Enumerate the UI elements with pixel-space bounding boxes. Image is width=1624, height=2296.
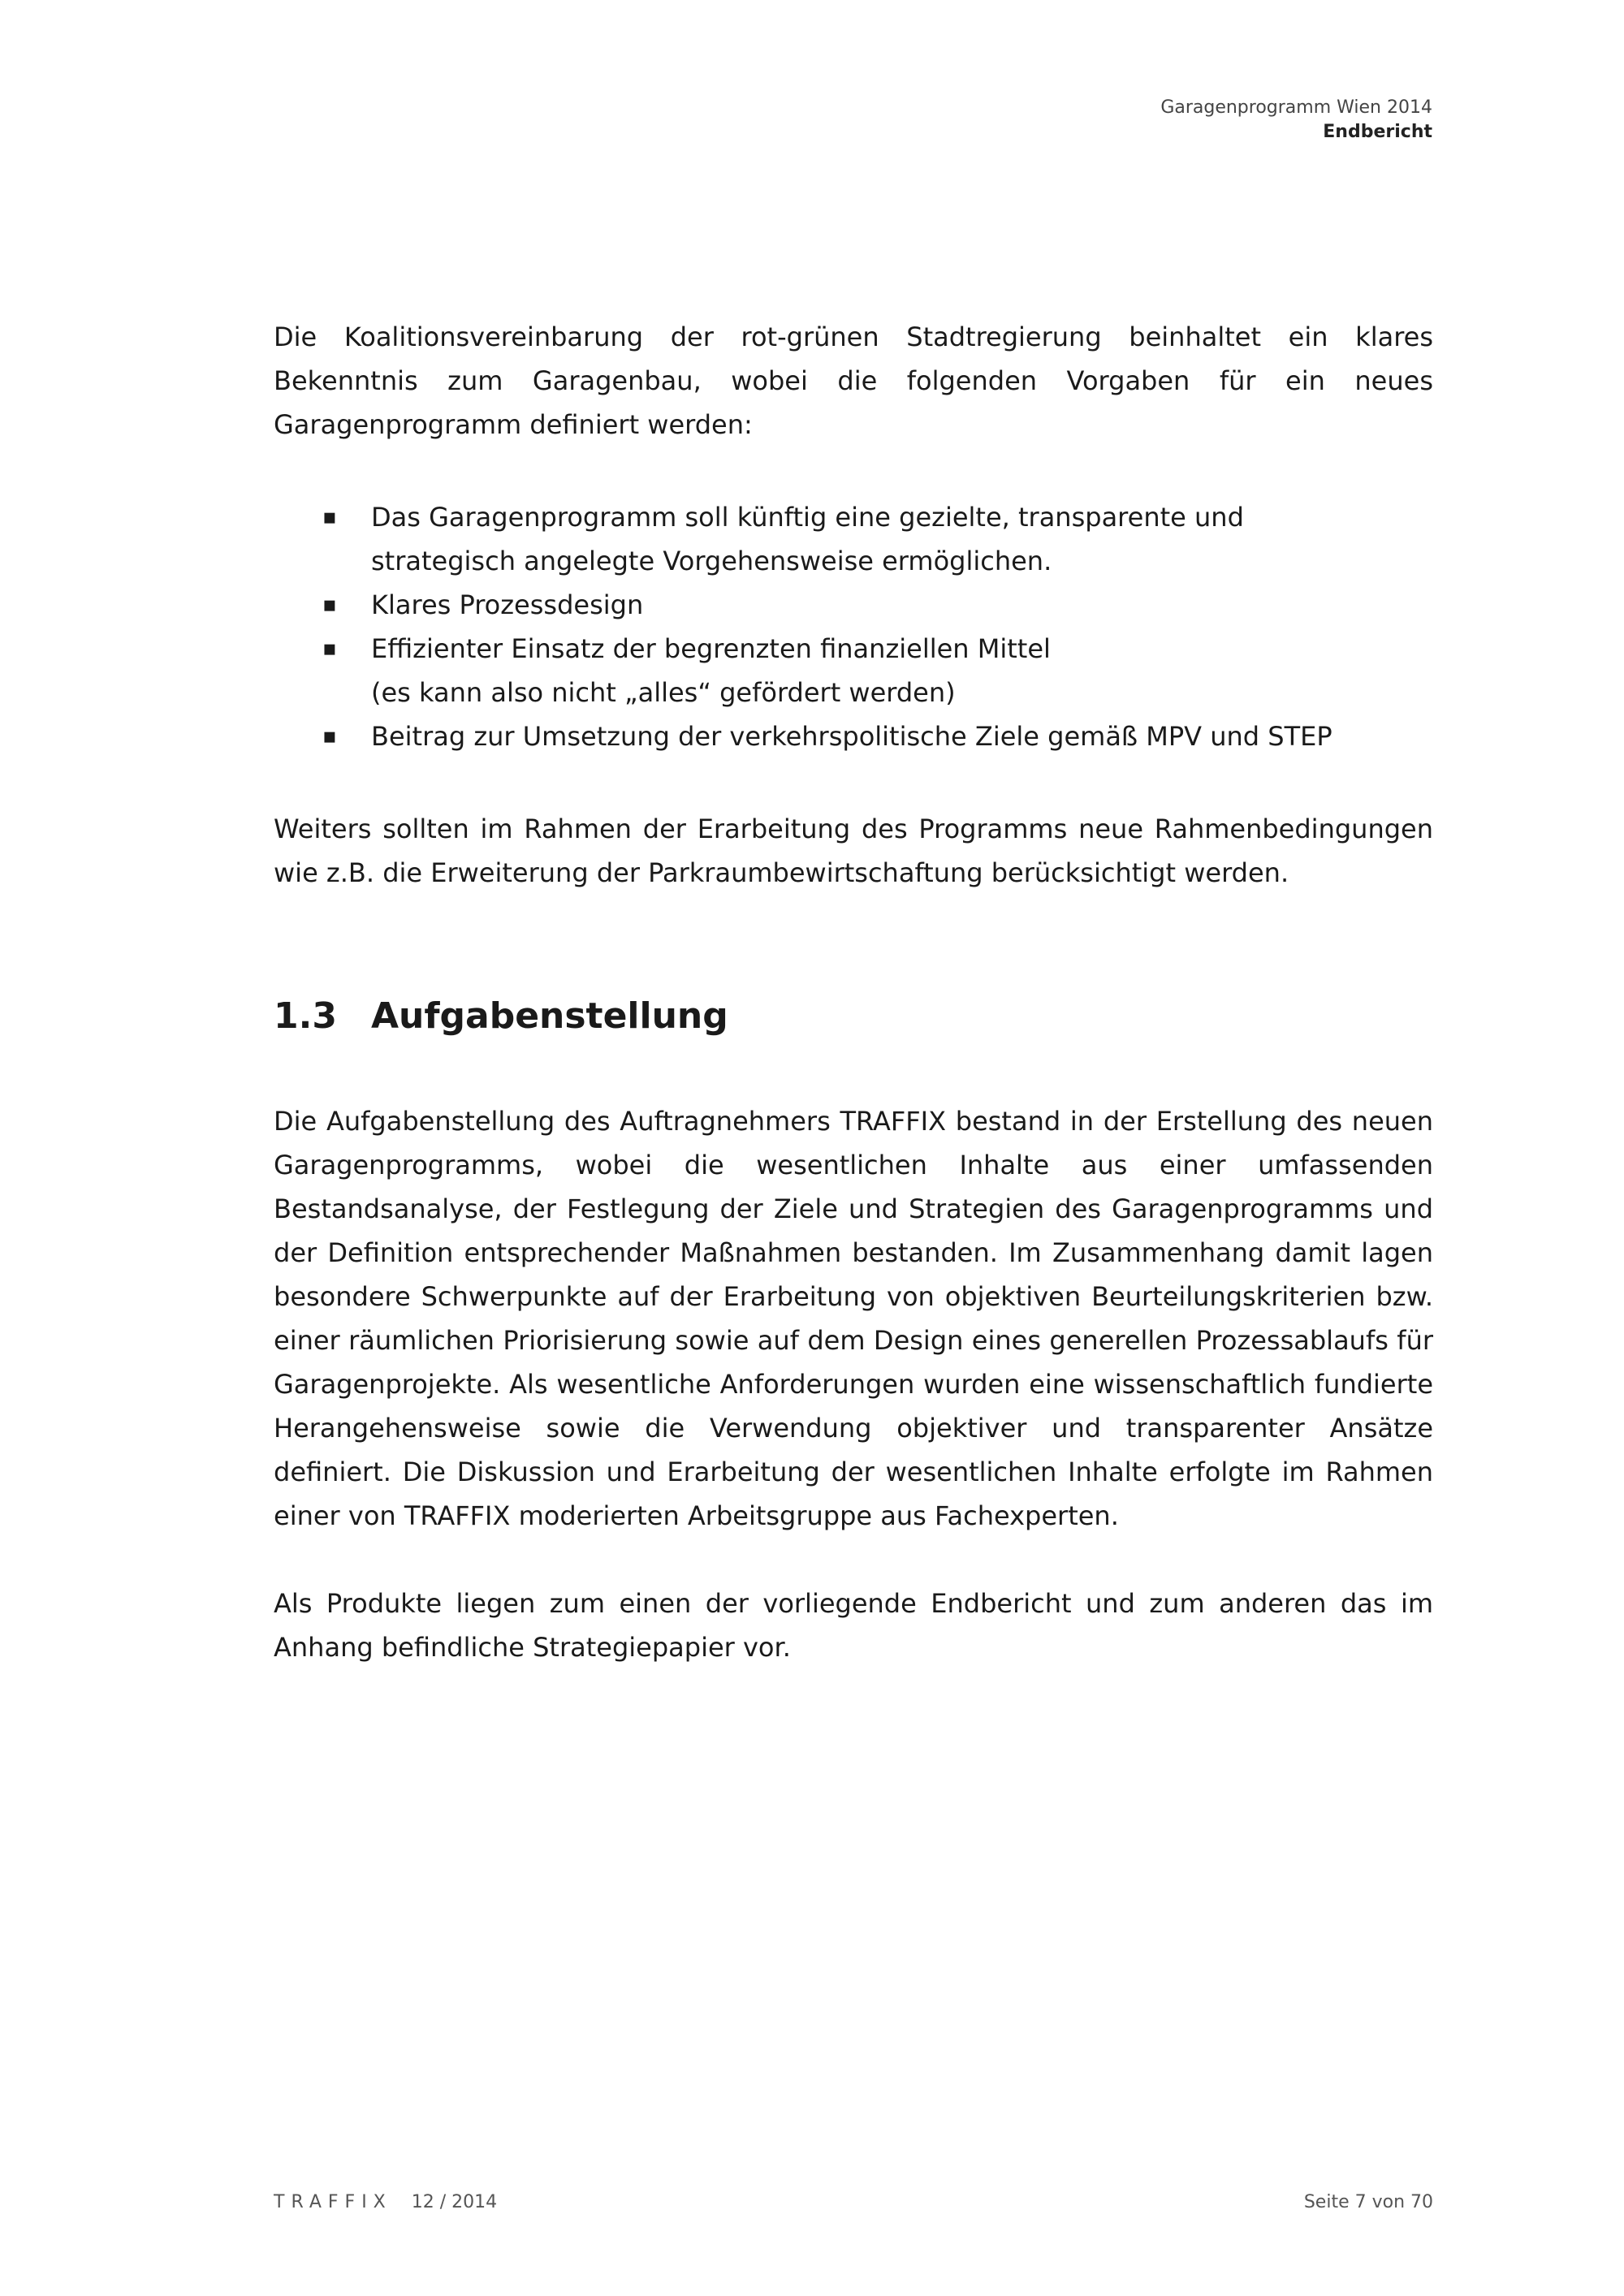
bullet-icon: ▪ [322,505,337,529]
intro-paragraph: Die Koalitionsvereinbarung der rot-grünen Stadtregierung beinhaltet ein klares Bekenntnis zum Garagenbau, wobei die folgenden Vorgaben für ein neues Garagenprogramm definiert werden: [274,322,1433,440]
products-paragraph: Als Produkte liegen zum einen der vorliegende Endbericht und zum anderen das im Anhang befindliche Strategiepapier vor. [274,1588,1433,1663]
list-item-text-continued: (es kann also nicht „alles“ gefördert werden) [371,677,956,708]
list-item-text: Das Garagenprogramm soll künftig eine gezielte, transparente und [371,502,1244,533]
header-subtitle: Endbericht [1323,122,1432,142]
requirements-list [274,495,1433,758]
list-item-text: Klares Prozessdesign [371,589,644,620]
page-number: Seite 7 von 70 [1303,2192,1433,2212]
footer-brand: TRAFFIX [274,2192,392,2212]
framework-paragraph: Weiters sollten im Rahmen der Erarbeitung des Programms neue Rahmenbedingungen wie z.B. die Erweiterung der Parkraumbewirtschaftung berücksichtigt werden. [274,814,1433,888]
list-item [274,495,1433,583]
footer-date: 12 / 2014 [411,2192,498,2212]
bullet-icon: ▪ [322,637,337,661]
section-heading [274,992,1433,1041]
page-content [274,315,1433,1669]
list-item-text: Beitrag zur Umsetzung der verkehrspolitische Ziele gemäß MPV und STEP [371,721,1332,752]
task-paragraph: Die Aufgabenstellung des Auftragnehmers TRAFFIX bestand in der Erstellung des neuen Garagenprogramms, wobei die wesentlichen Inhalte aus einer umfassenden Bestandsanalyse, der Festlegung der Ziele und Strategien des Garagenprogramms und der Definition entsprechender Maßnahmen bestanden. Im Zusammenhang damit lagen besondere Schwerpunkte auf der Erarbeitung von objektiven Beurteilungskriterien bzw. einer räumlichen Priorisierung sowie auf dem Design eines generellen Prozessablaufs für Garagenprojekte. Als wesentliche Anforderungen wurden eine wissenschaftlich fundierte Herangehensweise sowie die Verwendung objektiver und transparenter Ansätze definiert. Die Diskussion und Erarbeitung der wesentlichen Inhalte erfolgte im Rahmen einer von TRAFFIX moderierten Arbeitsgruppe aus Fachexperten. [274,1106,1433,1531]
list-item [274,627,1433,714]
footer-left [274,2192,497,2212]
list-item [274,714,1433,758]
list-item-text: Effizienter Einsatz der begrenzten finanziellen Mittel [371,633,1051,664]
bullet-icon: ▪ [322,724,337,749]
header-title: Garagenprogramm Wien 2014 [1160,97,1432,118]
list-item-text-continued: strategisch angelegte Vorgehensweise ermöglichen. [371,546,1052,576]
bullet-icon: ▪ [322,593,337,617]
list-item [274,583,1433,627]
section-number: 1.3 [274,995,337,1037]
page-header [1160,96,1432,145]
section-title: Aufgabenstellung [371,995,728,1037]
